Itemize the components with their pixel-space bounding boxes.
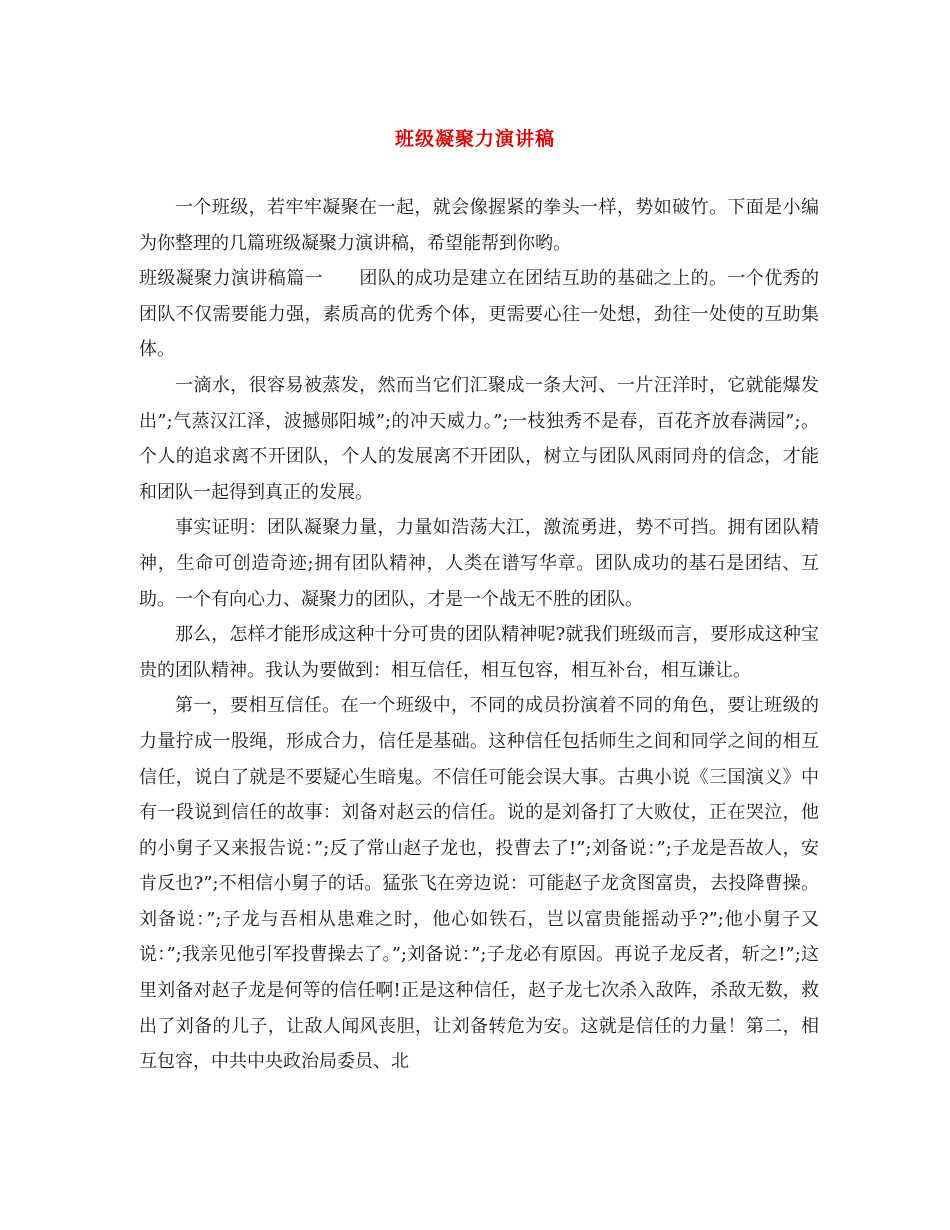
document-body [139, 190, 819, 1080]
section-first-text: 团队的成功是建立在团结互助的基础之上的。一个优秀的团队不仅需要能力强，素质高的优秀个体，更需要心往一处想，劲往一处使的互助集体。 [139, 268, 819, 361]
section-heading: 班级凝聚力演讲稿篇一 [139, 268, 323, 290]
body-paragraph: 第一，要相互信任。在一个班级中，不同的成员扮演着不同的角色，要让班级的力量拧成一股绳，形成合力，信任是基础。这种信任包括师生之间和同学之间的相互信任，说白了就是不要疑心生暗鬼。不信任可能会误大事。古典小说《三国演义》中有一段说到信任的故事：刘备对赵云的信任。说的是刘备打了大败仗，正在哭泣，他的小舅子又来报告说：”;反了常山赵子龙也，投曹去了!”;刘备说：”;子龙是吾故人，安肯反也?”;不相信小舅子的话。猛张飞在旁边说：可能赵子龙贪图富贵，去投降曹操。刘备说：”;子龙与吾相从患难之时，他心如铁石，岂以富贵能摇动乎?”;他小舅子又说：”;我亲见他引军投曹操去了。”;刘备说：”;子龙必有原因。再说子龙反者，斩之!”;这里刘备对赵子龙是何等的信任啊!正是这种信任，赵子龙七次杀入敌阵，杀敌无数，救出了刘备的儿子，让敌人闻风丧胆，让刘备转危为安。这就是信任的力量！第二，相互包容，中共中央政治局委员、北 [139, 695, 819, 1073]
body-paragraph: 那么，怎样才能形成这种十分可贵的团队精神呢?就我们班级而言，要形成这种宝贵的团队精神。我认为要做到：相互信任，相互包容，相互补台，相互谦让。 [139, 624, 819, 681]
section-one-paragraph [139, 261, 819, 368]
intro-paragraph: 一个班级，若牢牢凝聚在一起，就会像握紧的拳头一样，势如破竹。下面是小编为你整理的几篇班级凝聚力演讲稿，希望能帮到你哟。 [139, 197, 819, 254]
body-paragraph: 一滴水，很容易被蒸发，然而当它们汇聚成一条大河、一片汪洋时，它就能爆发出”;气蒸汉江泽，波撼郧阳城”;的冲天威力。”;一枝独秀不是春，百花齐放春满园”;。个人的追求离不开团队，个人的发展离不开团队，树立与团队风雨同舟的信念，才能和团队一起得到真正的发展。 [139, 374, 819, 503]
document-title: 班级凝聚力演讲稿 [394, 128, 555, 150]
body-paragraph: 事实证明：团队凝聚力量，力量如浩荡大江，激流勇进，势不可挡。拥有团队精神，生命可创造奇迹;拥有团队精神，人类在谱写华章。团队成功的基石是团结、互助。一个有向心力、凝聚力的团队，才是一个战无不胜的团队。 [139, 517, 819, 610]
